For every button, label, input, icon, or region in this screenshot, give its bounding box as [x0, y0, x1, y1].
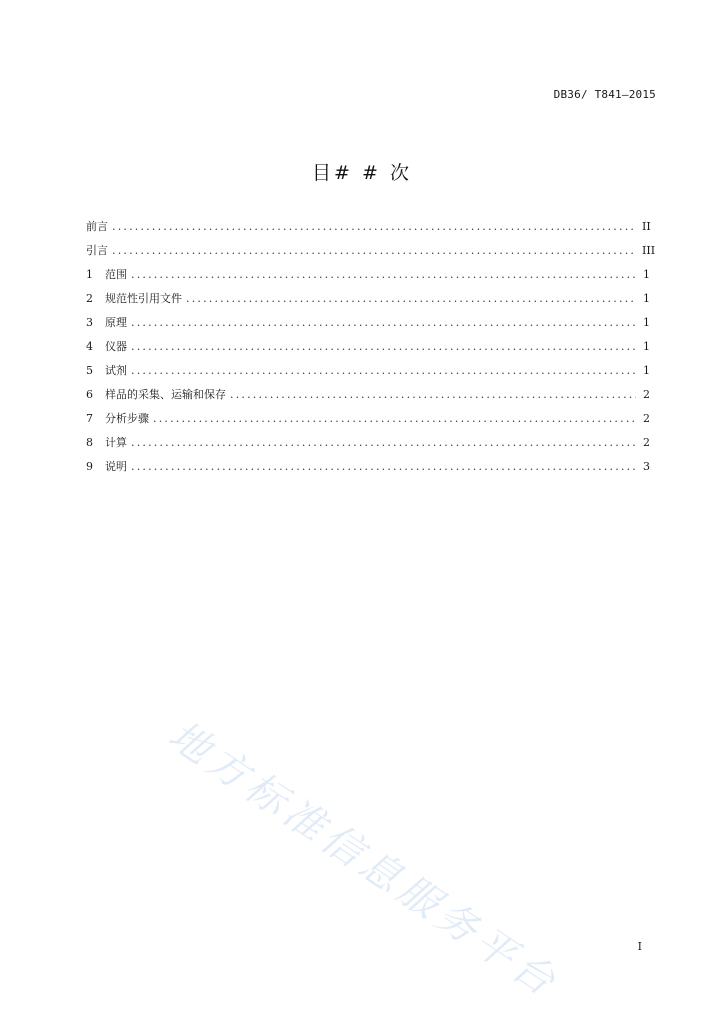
toc-entry-number: 5	[86, 364, 93, 377]
toc-dot-leader	[230, 388, 636, 401]
toc-entry-foreword[interactable]	[86, 218, 650, 242]
toc-dot-leader	[112, 220, 636, 233]
toc-entry-page: 2	[643, 412, 650, 425]
toc-entry-label: 试剂	[105, 364, 127, 377]
toc-entry-label: 原理	[105, 316, 127, 329]
toc-entry-page: 1	[643, 340, 650, 353]
toc-entry-label: 前言	[86, 220, 108, 233]
toc-entry-page: 1	[643, 292, 650, 305]
toc-entry-page: 1	[643, 268, 650, 281]
toc-entry-number: 6	[86, 388, 93, 401]
watermark: 地方标准信息服务平台	[160, 712, 568, 1008]
page-number: I	[637, 940, 642, 953]
toc-entry-page: 2	[643, 436, 650, 449]
toc-entry-label: 规范性引用文件	[105, 292, 182, 305]
toc-dot-leader	[131, 340, 636, 353]
toc-dot-leader	[112, 244, 636, 257]
toc-entry-page: 2	[643, 388, 650, 401]
toc-entry-calculation[interactable]	[86, 434, 650, 458]
toc-entry-label: 说明	[105, 460, 127, 473]
toc-entry-sampling[interactable]	[86, 386, 650, 410]
table-of-contents	[86, 218, 656, 482]
toc-entry-label: 样品的采集、运输和保存	[105, 388, 226, 401]
toc-entry-number: 2	[86, 292, 93, 305]
toc-title: 目# # 次	[312, 162, 412, 184]
toc-dot-leader	[131, 460, 636, 473]
toc-entry-page: 1	[643, 364, 650, 377]
toc-entry-apparatus[interactable]	[86, 338, 650, 362]
toc-entry-number: 4	[86, 340, 93, 353]
toc-entry-normative-references[interactable]	[86, 290, 650, 314]
toc-entry-number: 3	[86, 316, 93, 329]
toc-dot-leader	[131, 268, 636, 281]
toc-entry-introduction[interactable]	[86, 242, 656, 266]
toc-entry-page: 1	[643, 316, 650, 329]
toc-dot-leader	[131, 364, 636, 377]
toc-entry-page: 3	[643, 460, 650, 473]
toc-entry-scope[interactable]	[86, 266, 650, 290]
toc-entry-label: 分析步骤	[105, 412, 149, 425]
toc-entry-label: 计算	[105, 436, 127, 449]
toc-entry-number: 8	[86, 436, 93, 449]
toc-entry-analysis-steps[interactable]	[86, 410, 650, 434]
toc-entry-reagents[interactable]	[86, 362, 650, 386]
toc-dot-leader	[131, 316, 636, 329]
toc-entry-notes[interactable]	[86, 458, 650, 482]
toc-entry-label: 仪器	[105, 340, 127, 353]
toc-entry-number: 1	[86, 268, 93, 281]
toc-dot-leader	[153, 412, 636, 425]
toc-dot-leader	[131, 436, 636, 449]
document-code: DB36/ T841—2015	[553, 88, 656, 101]
toc-entry-number: 7	[86, 412, 93, 425]
toc-entry-page: II	[642, 220, 651, 233]
toc-entry-principle[interactable]	[86, 314, 650, 338]
toc-entry-page: III	[642, 244, 656, 257]
toc-entry-label: 范围	[105, 268, 127, 281]
toc-entry-label: 引言	[86, 244, 108, 257]
toc-entry-number: 9	[86, 460, 93, 473]
toc-dot-leader	[186, 292, 636, 305]
